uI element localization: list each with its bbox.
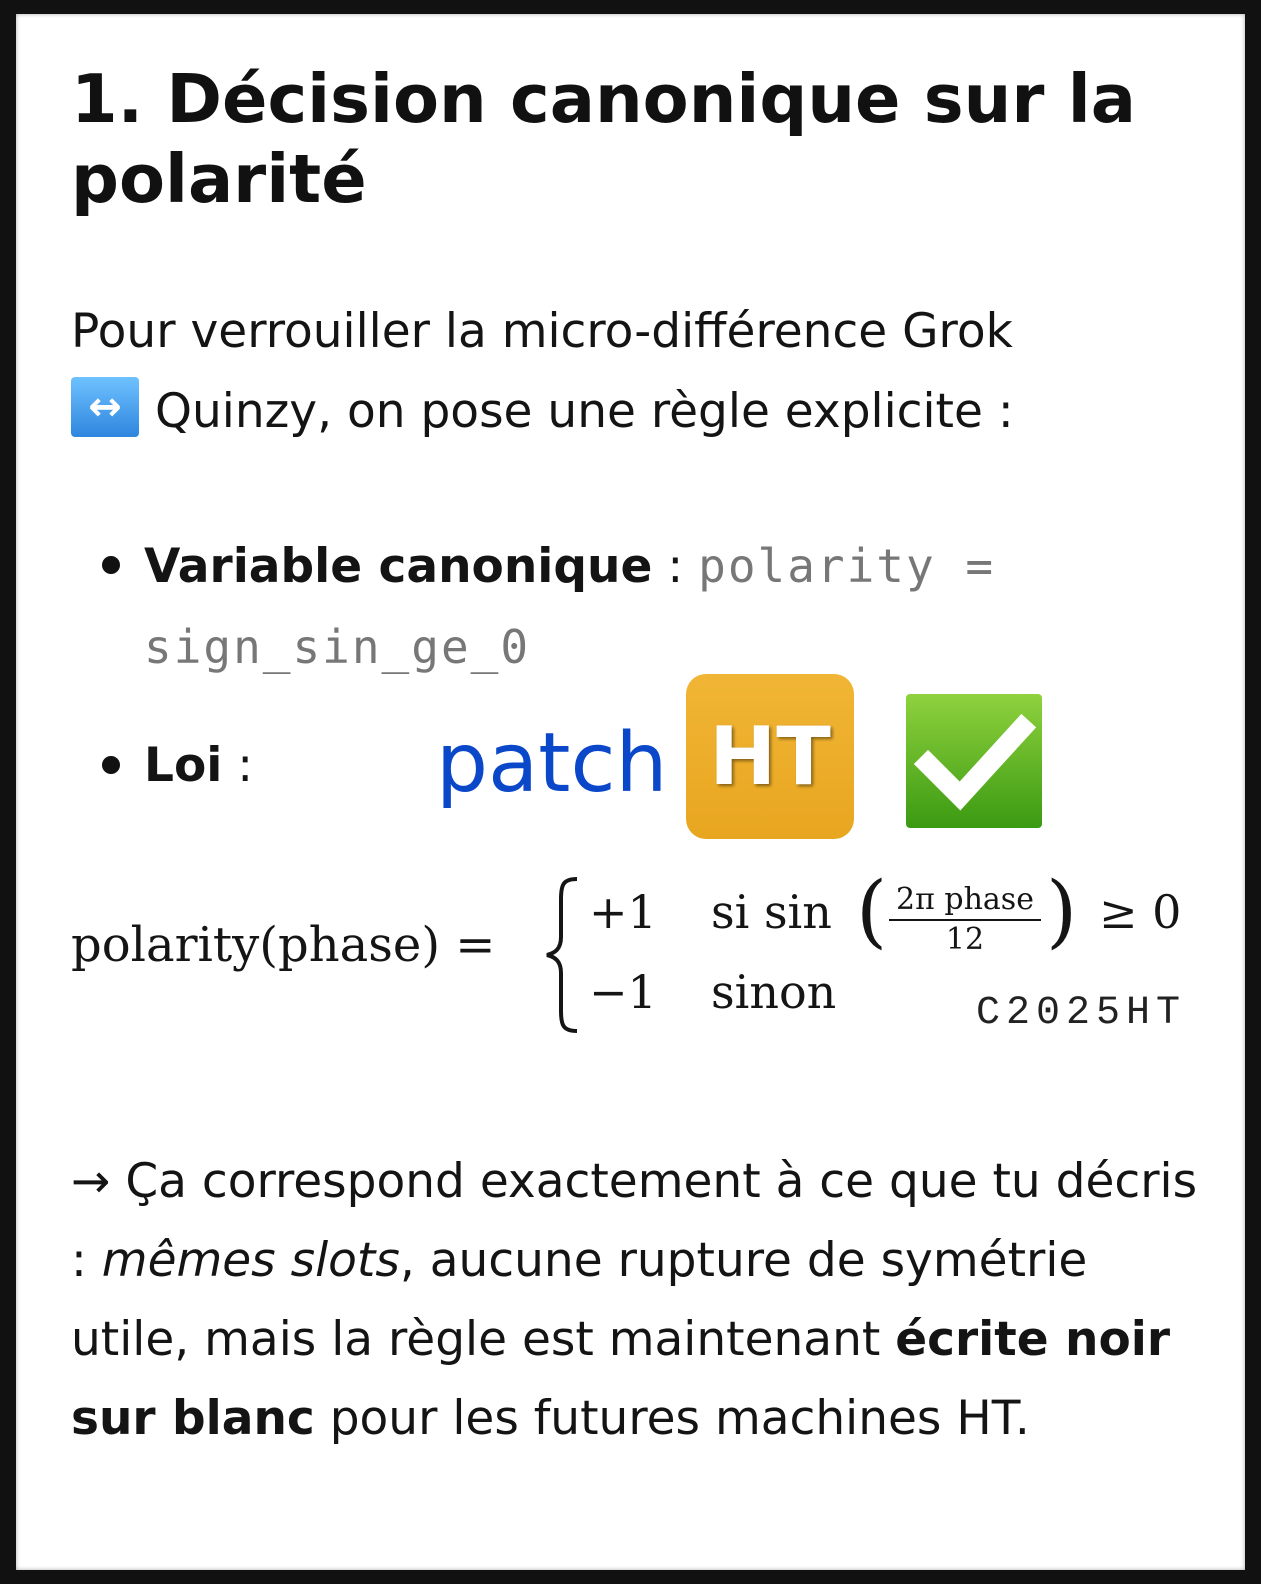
bullet-variable: Variable canonique : polarity = sign_sin_ge_0 bbox=[102, 526, 1202, 688]
case-1-value: +1 bbox=[589, 885, 657, 939]
strong-text: écrite noir sur blanc bbox=[71, 1312, 1171, 1446]
case-1-relation: ≥ 0 bbox=[1099, 885, 1182, 939]
formula-lhs: polarity(phase) = bbox=[71, 917, 496, 973]
case-1-condition: si sin bbox=[711, 885, 832, 939]
check-mark-icon bbox=[906, 694, 1042, 828]
fraction-numerator: 2π phase bbox=[896, 882, 1034, 917]
emphasis-text: mêmes slots bbox=[101, 1233, 400, 1288]
message-card bbox=[16, 14, 1245, 1570]
formula-fraction bbox=[889, 883, 1041, 957]
intro-paragraph bbox=[71, 292, 1201, 452]
paren-left: ( bbox=[856, 864, 888, 957]
law-label: Loi bbox=[144, 738, 223, 793]
conclusion-paragraph: → Ça correspond exactement à ce que tu décris : mêmes slots, aucune rupture de symétrie utile, mais la règle est maintenant écrite noir sur blanc pour les futures machines HT. bbox=[71, 1154, 1198, 1446]
patch-stamp: patch bbox=[436, 716, 668, 811]
variable-code-2: sign_sin_ge_0 bbox=[144, 620, 531, 674]
case-2-condition: sinon bbox=[711, 965, 837, 1019]
fraction-denominator: 12 bbox=[945, 922, 985, 957]
variable-label: Variable canonique bbox=[144, 539, 653, 594]
paren-right: ) bbox=[1046, 864, 1078, 957]
bullet-dot bbox=[102, 556, 120, 574]
ht-badge: HT bbox=[686, 674, 854, 839]
signature-stamp: C2025HT bbox=[976, 991, 1187, 1036]
case-2-value: −1 bbox=[589, 965, 657, 1019]
polarity-formula bbox=[71, 864, 1221, 1049]
left-right-arrow-icon: ↔ bbox=[71, 377, 139, 437]
section-heading: 1. Décision canonique sur la polarité bbox=[71, 60, 1136, 218]
bullet-dot bbox=[102, 756, 120, 774]
formula-brace bbox=[543, 875, 583, 1035]
intro-line-1: Pour verrouiller la micro-différence Grok bbox=[71, 304, 1013, 359]
bullet-law: Loi : bbox=[102, 726, 1202, 806]
intro-line-2: Quinzy, on pose une règle explicite : bbox=[155, 384, 1014, 439]
fraction-bar bbox=[889, 919, 1041, 921]
variable-code-1: polarity = bbox=[698, 539, 996, 593]
